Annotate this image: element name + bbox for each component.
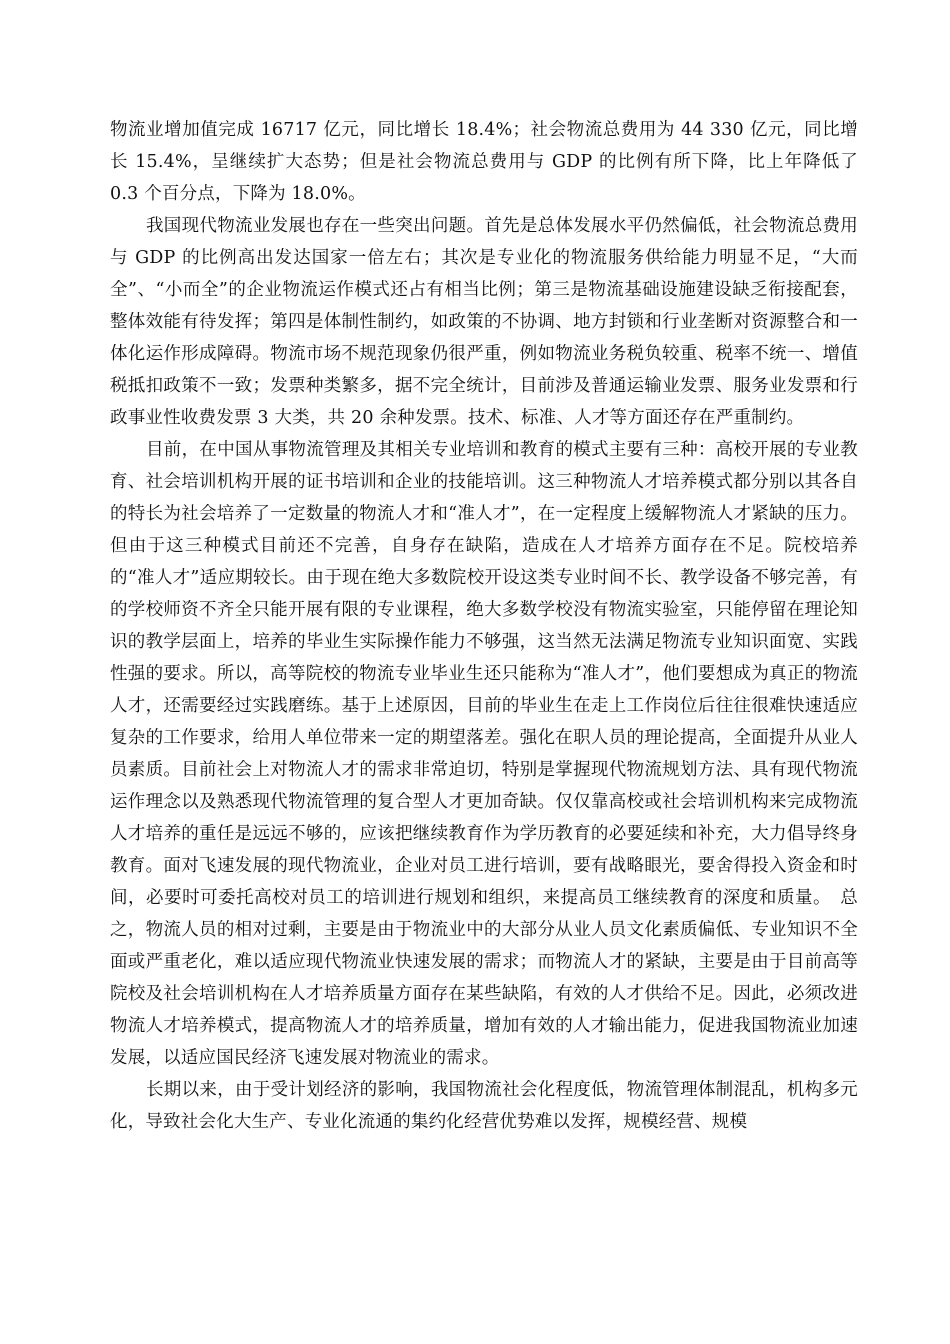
- paragraph-2: 我国现代物流业发展也存在一些突出问题。首先是总体发展水平仍然偏低，社会物流总费用与 GDP 的比例高出发达国家一倍左右；其次是专业化的物流服务供给能力明显不足，“大而全”、“小而全”的企业物流运作模式还占有相当比例；第三是物流基础设施建设缺乏衔接配套，整体效能有待发挥；第四是体制性制约，如政策的不协调、地方封锁和行业垄断对资源整合和一体化运作形成障碍。物流市场不规范现象仍很严重，例如物流业务税负较重、税率不统一、增值税抵扣政策不一致；发票种类繁多，据不完全统计，目前涉及普通运输业发票、服务业发票和行政事业性收费发票 3 大类，共 20 余种发票。技术、标准、人才等方面还存在严重制约。: [110, 216, 858, 428]
- paragraph-3: 目前，在中国从事物流管理及其相关专业培训和教育的模式主要有三种：高校开展的专业教育、社会培训机构开展的证书培训和企业的技能培训。这三种物流人才培养模式都分别以其各自的特长为社会培养了一定数量的物流人才和“准人才”，在一定程度上缓解物流人才紧缺的压力。但由于这三种模式目前还不完善，自身存在缺陷，造成在人才培养方面存在不足。院校培养的“准人才”适应期较长。由于现在绝大多数院校开设这类专业时间不长、教学设备不够完善，有的学校师资不齐全只能开展有限的专业课程，绝大多数学校没有物流实验室，只能停留在理论知识的教学层面上，培养的毕业生实际操作能力不够强，这当然无法满足物流专业知识面宽、实践性强的要求。所以，高等院校的物流专业毕业生还只能称为“准人才”，他们要想成为真正的物流人才，还需要经过实践磨练。基于上述原因，目前的毕业生在走上工作岗位后往往很难快速适应复杂的工作要求，给用人单位带来一定的期望落差。强化在职人员的理论提高，全面提升从业人员素质。目前社会上对物流人才的需求非常迫切，特别是掌握现代物流规划方法、具有现代物流运作理念以及熟悉现代物流管理的复合型人才更加奇缺。仅仅靠高校或社会培训机构来完成物流人才培养的重任是远远不够的，应该把继续教育作为学历教育的必要延续和补充，大力倡导终身教育。面对飞速发展的现代物流业，企业对员工进行培训，要有战略眼光，要舍得投入资金和时间，必要时可委托高校对员工的培训进行规划和组织，来提高员工继续教育的深度和质量。 总之，物流人员的相对过剩，主要是由于物流业中的大部分从业人员文化素质偏低、专业知识不全面或严重老化，难以适应现代物流业快速发展的需求；而物流人才的紧缺，主要是由于目前高等院校及社会培训机构在人才培养质量方面存在某些缺陷，有效的人才供给不足。因此，必须改进物流人才培养模式，提高物流人才的培养质量，增加有效的人才输出能力，促进我国物流业加速发展，以适应国民经济飞速发展对物流业的需求。: [110, 440, 858, 1068]
- paragraph-1: 物流业增加值完成 16717 亿元，同比增长 18.4%；社会物流总费用为 44 330 亿元，同比增长 15.4%，呈继续扩大态势；但是社会物流总费用与 GDP 的比例有所下降，比上年降低了 0.3 个百分点，下降为 18.0%。: [110, 120, 858, 204]
- paragraph-4: 长期以来，由于受计划经济的影响，我国物流社会化程度低，物流管理体制混乱，机构多元化，导致社会化大生产、专业化流通的集约化经营优势难以发挥，规模经营、规模: [110, 1080, 858, 1132]
- document-page: [110, 114, 858, 1138]
